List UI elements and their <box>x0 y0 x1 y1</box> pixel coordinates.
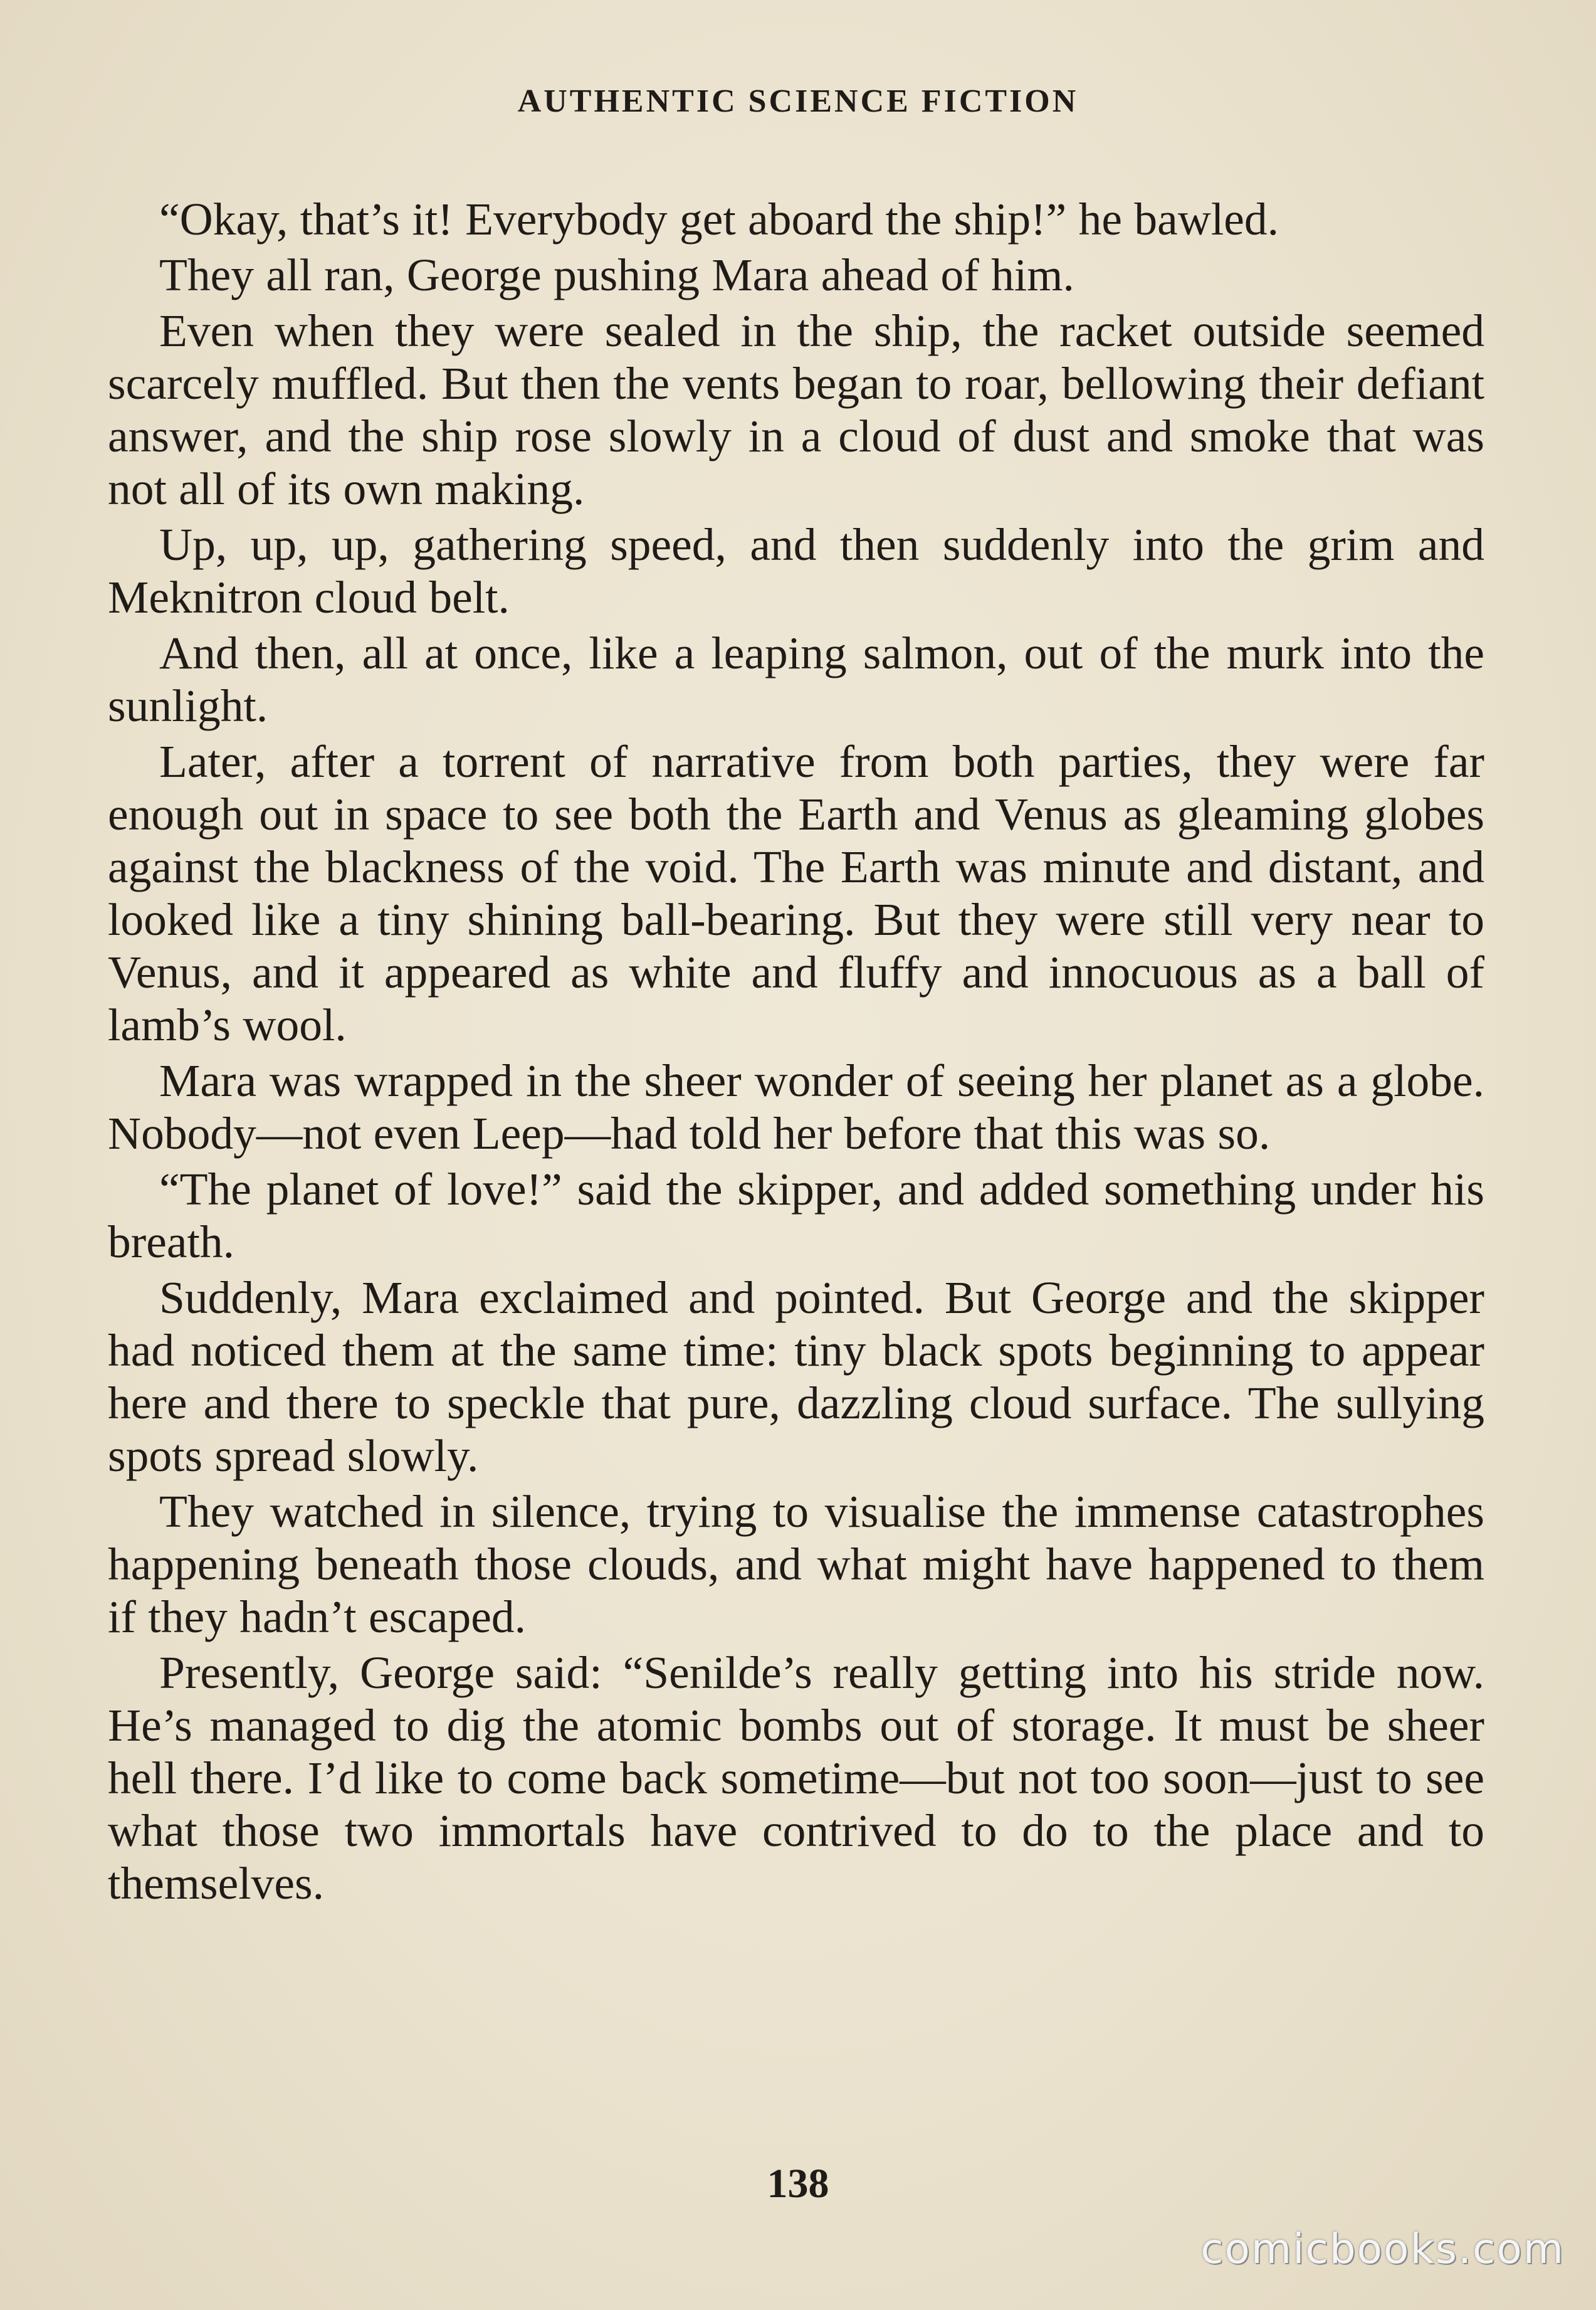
paragraph: “The planet of love!” said the skipper, and added something under his breath. <box>108 1164 1484 1267</box>
watermark: comicbooks.com <box>1200 2225 1565 2273</box>
body-text <box>108 193 1484 1913</box>
paragraph: Even when they were sealed in the ship, the racket outside seemed scarcely muffled. But then the vents began to roar, bellowing their defiant answer, and the ship rose slowly in a cloud of dust and smoke that was not all of its own making. <box>108 305 1484 514</box>
page-number: 138 <box>767 2161 829 2207</box>
paragraph: And then, all at once, like a leaping salmon, out of the murk into the sunlight. <box>108 628 1484 731</box>
paragraph: Later, after a torrent of narrative from both parties, they were far enough out in space to see both the Earth and Venus as gleaming globes against the blackness of the void. The Earth was minute and distant, and looked like a tiny shining ball-bearing. But they were still very near to Venus, and it appeared as white and fluffy and innocuous as a ball of lamb’s wool. <box>108 736 1484 1050</box>
paragraph: Suddenly, Mara exclaimed and pointed. But George and the skipper had noticed them at the same time: tiny black spots beginning to appear here and there to speckle that pure, dazzling cloud surface. The sullying spots spread slowly. <box>108 1272 1484 1481</box>
paragraph: “Okay, that’s it! Everybody get aboard the ship!” he bawled. <box>159 194 1279 245</box>
paragraph: Mara was wrapped in the sheer wonder of seeing her planet as a globe. Nobody—not even Leep—had told her before that this was so. <box>108 1055 1484 1159</box>
running-head: AUTHENTIC SCIENCE FICTION <box>517 83 1079 119</box>
paragraph: Up, up, up, gathering speed, and then suddenly into the grim and Meknitron cloud belt. <box>108 519 1484 623</box>
paragraph: They all ran, George pushing Mara ahead of him. <box>159 250 1074 300</box>
paragraph: Presently, George said: “Senilde’s really getting into his stride now. He’s managed to dig the atomic bombs out of storage. It must be sheer hell there. I’d like to come back sometime—but not too soon—just to see what those two immortals have contrived to do to the place and to themselves. <box>108 1647 1484 1909</box>
paragraph: They watched in silence, trying to visualise the immense catastrophes happening beneath those clouds, and what might have happened to them if they hadn’t escaped. <box>108 1486 1484 1642</box>
